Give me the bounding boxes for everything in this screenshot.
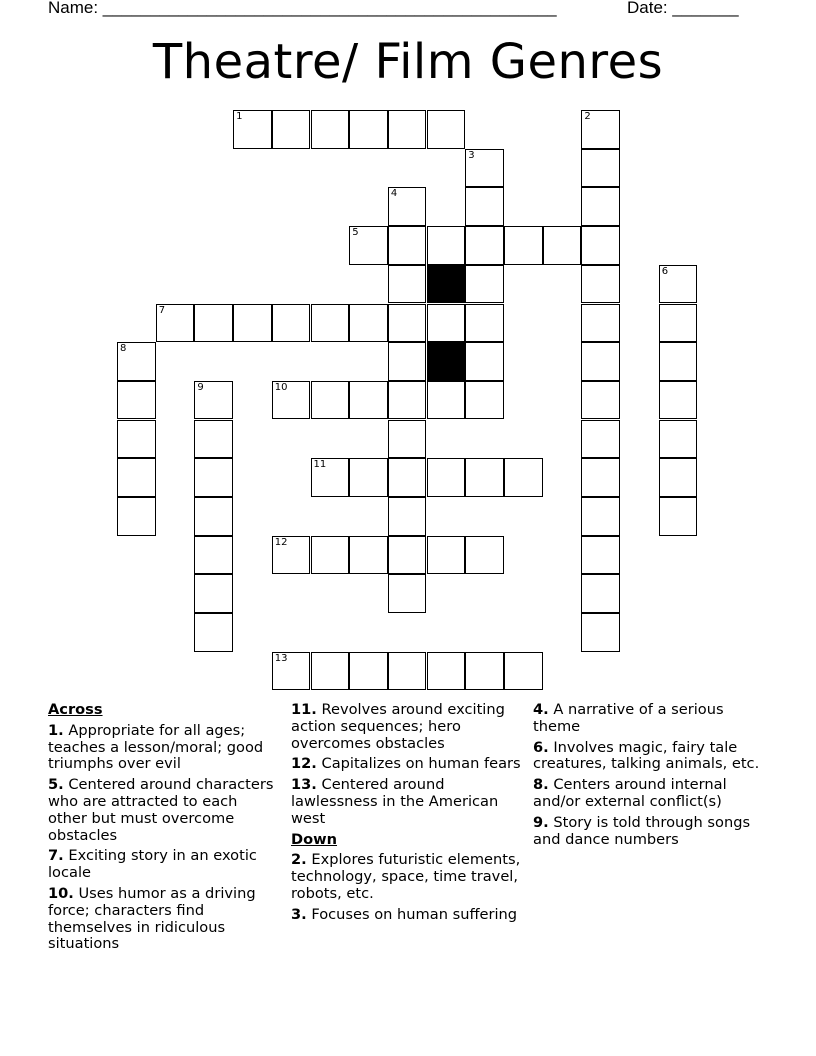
- grid-cell[interactable]: [581, 458, 620, 497]
- clue-down-8: 8. Centers around internal and/or external conflict(s): [533, 776, 727, 810]
- grid-cell[interactable]: [543, 226, 582, 265]
- clue-number: 10: [274, 381, 288, 393]
- clue-number: 2: [584, 111, 591, 122]
- clue-down-6: 6. Involves magic, fairy tale creatures, talking animals, etc.: [533, 738, 760, 773]
- grid-cell[interactable]: [388, 187, 427, 226]
- grid-cell[interactable]: [388, 536, 427, 575]
- clue-number: 12: [274, 536, 288, 548]
- grid-cell[interactable]: [581, 149, 620, 188]
- grid-cell[interactable]: [311, 458, 350, 497]
- clue-down-4: 4. A narrative of a serious theme: [533, 701, 724, 735]
- clue-number: 1: [236, 111, 243, 122]
- grid-cell[interactable]: [156, 304, 195, 343]
- grid-block: [427, 265, 466, 304]
- grid-cell[interactable]: [581, 187, 620, 226]
- clue-across-1: 1. Appropriate for all ages; teaches a lesson/moral; good triumphs over evil: [48, 721, 264, 773]
- clue-number: 3: [468, 149, 475, 161]
- grid-cell[interactable]: [194, 574, 233, 613]
- grid-cell[interactable]: [388, 110, 427, 149]
- grid-cell[interactable]: [465, 265, 504, 304]
- grid-cell[interactable]: [659, 458, 698, 497]
- grid-cell[interactable]: [465, 652, 504, 691]
- grid-cell[interactable]: [581, 613, 620, 652]
- clue-across-11: 11. Revolves around exciting action sequences; hero overcomes obstacles: [291, 701, 505, 752]
- grid-cell[interactable]: [272, 304, 311, 343]
- grid-cell[interactable]: [581, 574, 620, 613]
- clue-number: 9: [197, 381, 204, 393]
- clue-down-2: 2. Explores futuristic elements, technology, space, time travel, robots, etc.: [291, 851, 521, 902]
- grid-cell[interactable]: [388, 458, 427, 497]
- clue-down-9: 9. Story is told through songs and dance numbers: [533, 813, 751, 848]
- grid-cell[interactable]: [427, 458, 466, 497]
- grid-cell[interactable]: [117, 420, 156, 459]
- clue-number: 6: [661, 265, 669, 277]
- grid-cell[interactable]: [504, 226, 543, 265]
- grid-cell[interactable]: [388, 265, 427, 304]
- grid-cell[interactable]: [581, 420, 620, 459]
- date-field[interactable]: Date: _______: [627, 0, 739, 17]
- across-heading: Across: [48, 701, 103, 718]
- grid-cell[interactable]: [194, 381, 233, 420]
- grid-cell[interactable]: [194, 613, 233, 652]
- grid-cell[interactable]: [659, 304, 698, 343]
- grid-cell[interactable]: [659, 497, 698, 536]
- grid-cell[interactable]: [659, 342, 698, 381]
- grid-cell[interactable]: [427, 652, 466, 691]
- page-title: Theatre/ Film Genres: [152, 34, 664, 90]
- grid-cell[interactable]: [349, 304, 388, 343]
- clue-down-3: 3. Focuses on human suffering: [291, 905, 518, 923]
- grid-cell[interactable]: [427, 381, 466, 420]
- clue-number: 11: [313, 459, 327, 471]
- grid-cell[interactable]: [272, 381, 311, 420]
- clue-number: 8: [120, 343, 127, 355]
- clue-across-7: 7. Exciting story in an exotic locale: [48, 847, 257, 882]
- grid-cell[interactable]: [581, 304, 620, 343]
- clues-column-3: [533, 702, 763, 852]
- grid-cell[interactable]: [194, 458, 233, 497]
- grid-cell[interactable]: [388, 226, 427, 265]
- grid-cell[interactable]: [465, 187, 504, 226]
- grid-cell[interactable]: [427, 110, 466, 149]
- grid-cell[interactable]: [465, 149, 504, 188]
- grid-cell[interactable]: [465, 342, 504, 381]
- grid-cell[interactable]: [194, 304, 233, 343]
- down-heading: Down: [291, 830, 338, 848]
- grid-cell[interactable]: [427, 226, 466, 265]
- grid-cell[interactable]: [465, 226, 504, 265]
- grid-cell[interactable]: [581, 342, 620, 381]
- grid-cell[interactable]: [581, 110, 620, 149]
- grid-cell[interactable]: [659, 381, 698, 420]
- grid-cell[interactable]: [504, 652, 543, 691]
- grid-cell[interactable]: [311, 110, 350, 149]
- clues-column-2: [291, 702, 521, 928]
- grid-cell[interactable]: [272, 652, 311, 691]
- grid-cell[interactable]: [388, 497, 427, 536]
- grid-cell[interactable]: [311, 652, 350, 691]
- grid-cell[interactable]: [388, 381, 427, 420]
- grid-cell[interactable]: [581, 265, 620, 304]
- grid-cell[interactable]: [272, 110, 311, 149]
- grid-cell[interactable]: [581, 497, 620, 536]
- name-field[interactable]: Name: ________________________________________________: [48, 0, 557, 17]
- grid-cell[interactable]: [117, 497, 156, 536]
- clue-across-13: 13. Centered around lawlessness in the American west: [291, 776, 499, 827]
- grid-cell[interactable]: [465, 381, 504, 420]
- clue-number: 4: [390, 188, 398, 200]
- grid-block: [427, 342, 466, 381]
- grid-cell[interactable]: [388, 420, 427, 459]
- clue-number: 7: [158, 304, 166, 316]
- grid-cell[interactable]: [349, 381, 388, 420]
- grid-cell[interactable]: [465, 458, 504, 497]
- clue-across-10: 10. Uses humor as a driving force; characters find themselves in ridiculous situations: [48, 884, 256, 953]
- grid-cell[interactable]: [388, 652, 427, 691]
- grid-cell[interactable]: [117, 458, 156, 497]
- grid-cell[interactable]: [659, 420, 698, 459]
- grid-cell[interactable]: [311, 536, 350, 575]
- grid-cell[interactable]: [581, 536, 620, 575]
- grid-cell[interactable]: [194, 497, 233, 536]
- grid-cell[interactable]: [427, 536, 466, 575]
- grid-cell[interactable]: [194, 420, 233, 459]
- grid-cell[interactable]: [581, 226, 620, 265]
- grid-cell[interactable]: [311, 381, 350, 420]
- grid-cell[interactable]: [659, 265, 698, 304]
- grid-cell[interactable]: [349, 458, 388, 497]
- clue-across-5: 5. Centered around characters who are attracted to each other but must overcome obstacles: [48, 776, 274, 844]
- grid-cell[interactable]: [388, 574, 427, 613]
- grid-cell[interactable]: [465, 536, 504, 575]
- grid-cell[interactable]: [465, 304, 504, 343]
- grid-cell[interactable]: [349, 110, 388, 149]
- grid-cell[interactable]: [349, 536, 388, 575]
- grid-cell[interactable]: [117, 381, 156, 420]
- grid-cell[interactable]: [311, 304, 350, 343]
- clue-across-12: 12. Capitalizes on human fears: [291, 755, 521, 773]
- clue-number: 5: [352, 227, 359, 239]
- grid-cell[interactable]: [349, 652, 388, 691]
- grid-cell[interactable]: [388, 304, 427, 343]
- grid-cell[interactable]: [117, 342, 156, 381]
- clue-number: 13: [274, 652, 288, 664]
- grid-cell[interactable]: [388, 342, 427, 381]
- grid-cell[interactable]: [272, 536, 311, 575]
- grid-cell[interactable]: [233, 304, 272, 343]
- grid-cell[interactable]: [194, 536, 233, 575]
- clues-column-1: [48, 702, 278, 957]
- grid-cell[interactable]: [233, 110, 272, 149]
- grid-cell[interactable]: [504, 458, 543, 497]
- grid-cell[interactable]: [581, 381, 620, 420]
- grid-cell[interactable]: [349, 226, 388, 265]
- grid-cell[interactable]: [427, 304, 466, 343]
- header: [48, 0, 739, 18]
